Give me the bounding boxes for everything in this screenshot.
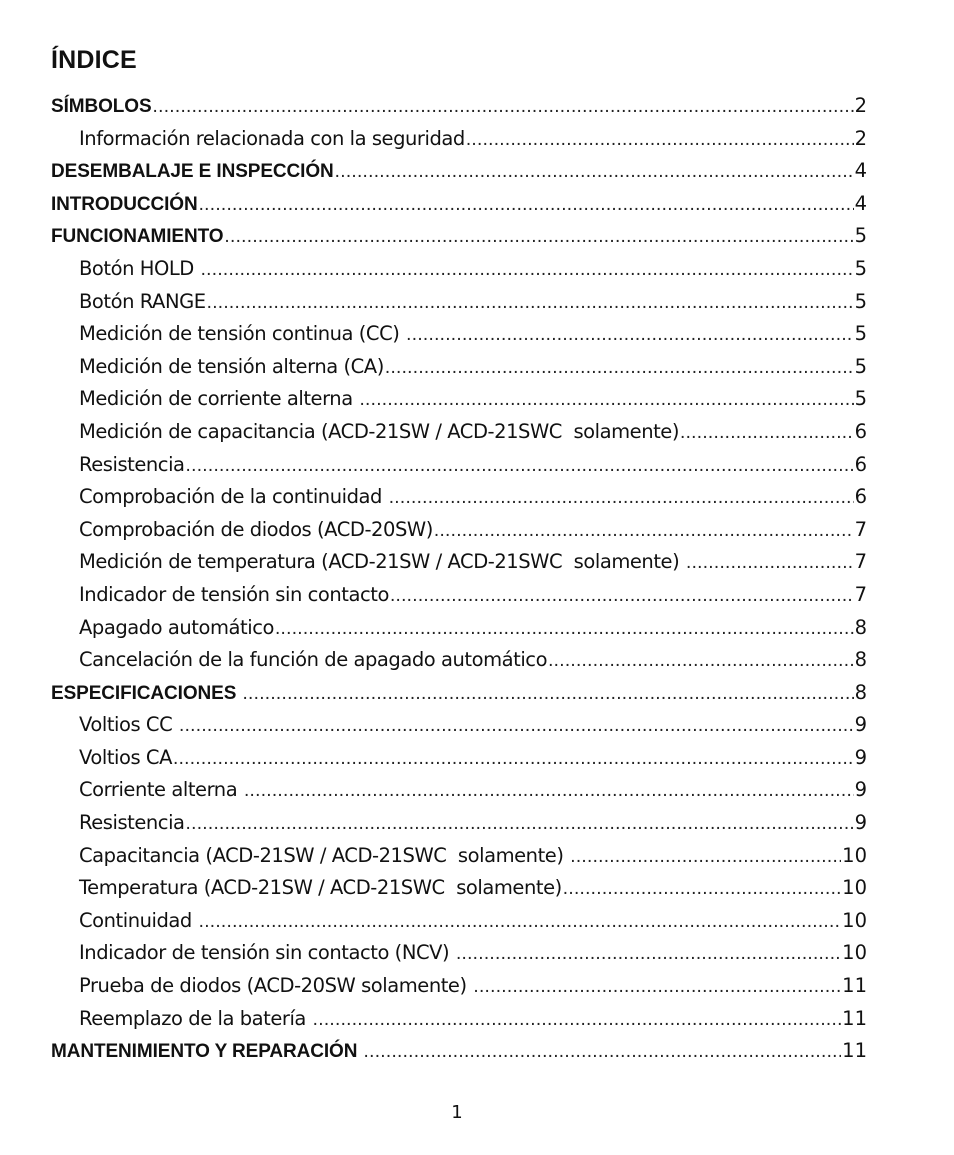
toc-entry-label: Medición de tensión continua (CC)	[79, 322, 406, 346]
toc-entry-label: Voltios CC	[79, 713, 179, 737]
toc-entry-label: Corriente alterna	[79, 778, 243, 802]
toc-entry-page: 5	[854, 256, 867, 280]
toc-section-entry[interactable]	[51, 155, 867, 188]
toc-entry-label: Apagado automático	[79, 615, 274, 639]
dot-leader	[385, 352, 854, 384]
toc-entry-label: INTRODUCCIÓN	[51, 193, 198, 215]
dot-leader	[364, 1036, 842, 1068]
dot-leader	[406, 319, 853, 351]
toc-entry-page: 9	[854, 713, 867, 737]
toc-entry-page: 11	[842, 1039, 867, 1063]
toc-subsection-entry[interactable]	[51, 449, 867, 482]
table-of-contents	[51, 90, 867, 1068]
toc-entry-page: 9	[854, 811, 867, 835]
toc-entry-label: Botón RANGE	[79, 289, 206, 313]
toc-entry-label: Voltios CA	[79, 745, 172, 769]
toc-entry-page: 7	[854, 550, 867, 574]
toc-entry-label: Temperatura (ACD-21SW / ACD-21SWC solamente)	[79, 876, 562, 900]
dot-leader	[570, 841, 841, 873]
toc-entry-page: 7	[854, 582, 867, 606]
dot-leader	[244, 775, 854, 807]
toc-section-entry[interactable]	[51, 188, 867, 221]
toc-subsection-entry[interactable]	[51, 612, 867, 645]
dot-leader	[359, 384, 853, 416]
toc-entry-page: 2	[854, 126, 867, 150]
dot-leader	[389, 482, 854, 514]
toc-entry-page: 10	[842, 843, 867, 867]
toc-section-entry[interactable]	[51, 220, 867, 253]
toc-section-entry[interactable]	[51, 1035, 867, 1068]
dot-leader	[466, 124, 854, 156]
toc-entry-label: SÍMBOLOS	[51, 96, 152, 117]
toc-entry-label: Reemplazo de la batería	[79, 1006, 312, 1030]
toc-entry-page: 5	[854, 322, 867, 346]
toc-entry-page: 6	[854, 485, 867, 509]
toc-entry-page: 9	[854, 745, 867, 769]
toc-entry-page: 8	[854, 615, 867, 639]
dot-leader	[275, 613, 854, 645]
toc-section-entry[interactable]	[51, 677, 867, 710]
toc-entry-page: 5	[854, 224, 867, 248]
dot-leader	[563, 873, 841, 905]
toc-entry-label: Botón HOLD	[79, 256, 200, 280]
toc-entry-label: Indicador de tensión sin contacto	[79, 582, 389, 606]
dot-leader	[199, 906, 842, 938]
toc-entry-label: Comprobación de diodos (ACD-20SW)	[79, 517, 433, 541]
toc-entry-page: 8	[854, 680, 867, 704]
dot-leader	[201, 254, 854, 286]
toc-subsection-entry[interactable]	[51, 905, 867, 938]
toc-subsection-entry[interactable]	[51, 1003, 867, 1036]
dot-leader	[199, 189, 854, 221]
dot-leader	[313, 1004, 842, 1036]
dot-leader	[242, 678, 853, 710]
toc-entry-page: 5	[854, 354, 867, 378]
toc-entry-label: Continuidad	[79, 908, 198, 932]
toc-entry-label: Capacitancia (ACD-21SW / ACD-21SWC solamente)	[79, 843, 570, 867]
toc-entry-page: 5	[854, 289, 867, 313]
toc-entry-label: Medición de capacitancia (ACD-21SW / ACD-21SWC solamente)	[79, 419, 680, 443]
dot-leader	[473, 971, 841, 1003]
toc-section-entry[interactable]	[51, 90, 867, 123]
toc-subsection-entry[interactable]	[51, 318, 867, 351]
dot-leader	[179, 710, 854, 742]
toc-subsection-entry[interactable]	[51, 546, 867, 579]
toc-entry-label: FUNCIONAMIENTO	[51, 226, 224, 248]
toc-subsection-entry[interactable]	[51, 970, 867, 1003]
toc-subsection-entry[interactable]	[51, 872, 867, 905]
toc-entry-page: 4	[854, 159, 867, 183]
dot-leader	[224, 221, 853, 253]
toc-entry-label: Medición de tensión alterna (CA)	[79, 354, 384, 378]
dot-leader	[186, 808, 854, 840]
dot-leader	[153, 91, 854, 123]
toc-entry-label: Información relacionada con la seguridad	[79, 126, 465, 150]
dot-leader	[680, 417, 854, 449]
toc-subsection-entry[interactable]	[51, 840, 867, 873]
toc-entry-label: MANTENIMIENTO Y REPARACIÓN	[51, 1041, 363, 1063]
toc-entry-page: 6	[854, 419, 867, 443]
toc-subsection-entry[interactable]	[51, 807, 867, 840]
toc-entry-label: ESPECIFICACIONES	[51, 682, 242, 704]
toc-entry-label: Medición de corriente alterna	[79, 387, 359, 411]
toc-entry-label: Comprobación de la continuidad	[79, 485, 388, 509]
toc-subsection-entry[interactable]	[51, 774, 867, 807]
dot-leader	[686, 547, 854, 579]
toc-subsection-entry[interactable]	[51, 481, 867, 514]
dot-leader	[186, 450, 854, 482]
toc-subsection-entry[interactable]	[51, 579, 867, 612]
toc-subsection-entry[interactable]	[51, 123, 867, 156]
toc-entry-label: DESEMBALAJE E INSPECCIÓN	[51, 161, 334, 183]
dot-leader	[456, 938, 841, 970]
toc-entry-label: Resistencia	[79, 452, 185, 476]
toc-entry-label: Medición de temperatura (ACD-21SW / ACD-21SWC solamente)	[79, 550, 685, 574]
toc-subsection-entry[interactable]	[51, 709, 867, 742]
toc-entry-page: 7	[854, 517, 867, 541]
toc-entry-page: 11	[842, 1006, 867, 1030]
toc-entry-label: Resistencia	[79, 811, 185, 835]
page-number: 1	[451, 1102, 463, 1123]
dot-leader	[173, 743, 854, 775]
toc-entry-page: 11	[842, 974, 867, 998]
toc-entry-page: 6	[854, 452, 867, 476]
toc-entry-label: Cancelación de la función de apagado automático	[79, 648, 548, 672]
toc-subsection-entry[interactable]	[51, 937, 867, 970]
dot-leader	[207, 287, 854, 319]
toc-entry-page: 4	[854, 191, 867, 215]
toc-subsection-entry[interactable]	[51, 383, 867, 416]
toc-entry-page: 10	[842, 876, 867, 900]
toc-subsection-entry[interactable]	[51, 253, 867, 286]
toc-subsection-entry[interactable]	[51, 351, 867, 384]
toc-subsection-entry[interactable]	[51, 416, 867, 449]
toc-entry-page: 9	[854, 778, 867, 802]
dot-leader	[335, 156, 854, 188]
toc-subsection-entry[interactable]	[51, 742, 867, 775]
toc-entry-page: 8	[854, 648, 867, 672]
toc-subsection-entry[interactable]	[51, 286, 867, 319]
toc-entry-label: Prueba de diodos (ACD-20SW solamente)	[79, 974, 473, 998]
toc-subsection-entry[interactable]	[51, 644, 867, 677]
page-title: ÍNDICE	[51, 46, 137, 74]
dot-leader	[548, 645, 854, 677]
toc-entry-page: 10	[842, 941, 867, 965]
toc-subsection-entry[interactable]	[51, 514, 867, 547]
toc-entry-page: 2	[854, 94, 867, 117]
toc-entry-page: 5	[854, 387, 867, 411]
dot-leader	[434, 515, 854, 547]
toc-entry-label: Indicador de tensión sin contacto (NCV)	[79, 941, 455, 965]
dot-leader	[390, 580, 854, 612]
toc-entry-page: 10	[842, 908, 867, 932]
